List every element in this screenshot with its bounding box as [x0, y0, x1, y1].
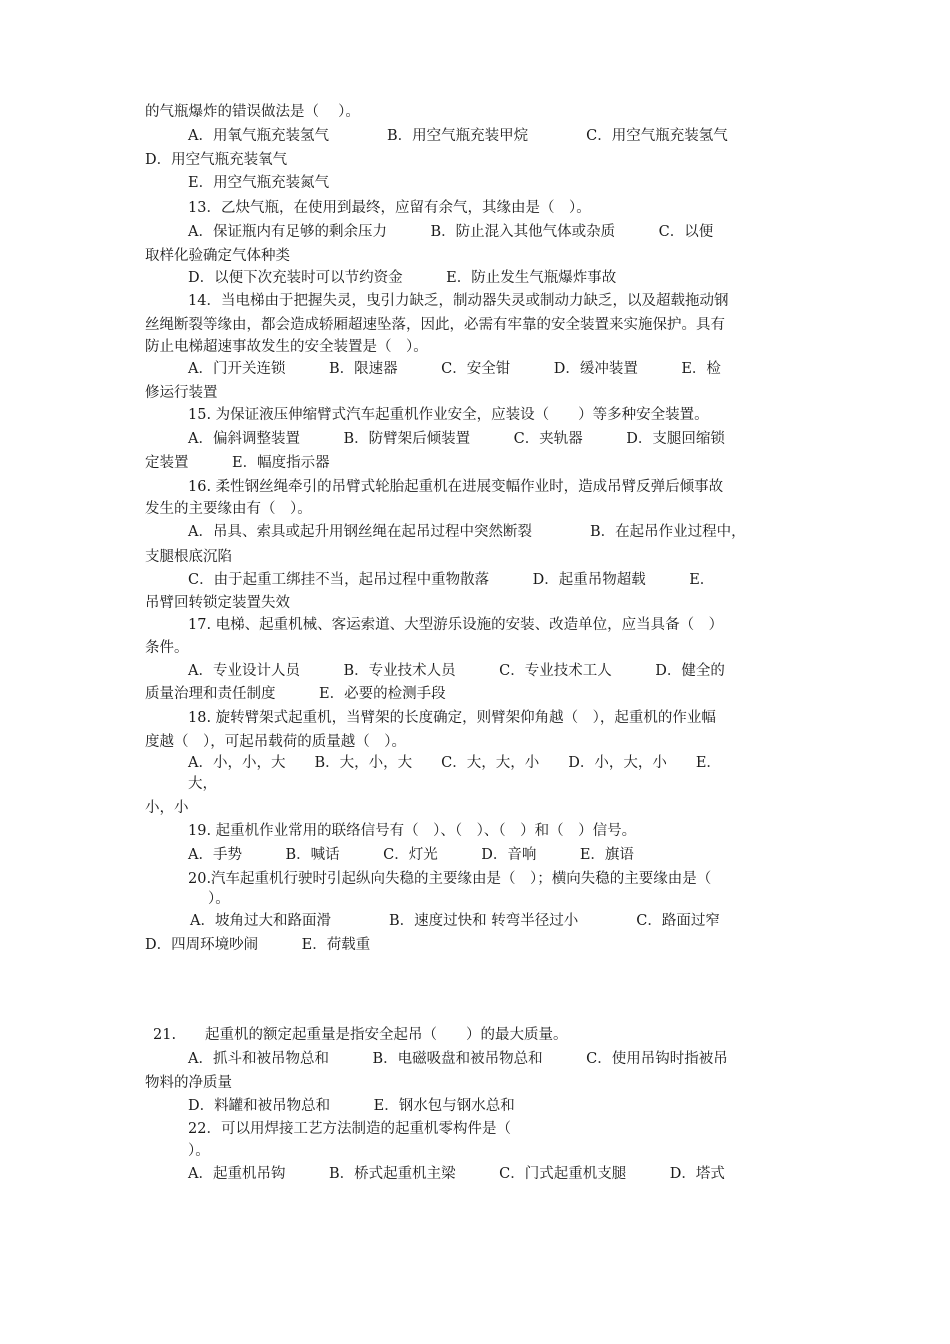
text-line: 的气瓶爆炸的错误做法是（ ）。: [145, 104, 360, 120]
text-line: 22．可以用焊接工艺方法制造的起重机零构件是（: [188, 1121, 511, 1137]
text-line: A．专业设计人员 B．专业技术人员 C．专业技术工人 D．健全的: [188, 663, 725, 679]
text-line: 14．当电梯由于把握失灵，曳引力缺乏，制动器失灵或制动力缺乏，以及超载拖动钢: [188, 293, 729, 309]
text-line: E．用空气瓶充装氮气: [188, 175, 330, 191]
text-line: D．用空气瓶充装氧气: [145, 152, 288, 168]
text-line: A．保证瓶内有足够的剩余压力 B．防止混入其他气体或杂质 C．以便: [188, 224, 714, 240]
text-line: 修运行装置: [145, 385, 218, 401]
text-line: 支腿根底沉陷: [145, 549, 232, 565]
text-line: A．门开关连锁 B．限速器 C．安全钳 D．缓冲装置 E．检: [188, 361, 721, 377]
text-line: 丝绳断裂等缘由，都会造成轿厢超速坠落，因此，必需有牢靠的安全装置来实施保护。具有: [145, 317, 725, 333]
text-line: ）。: [208, 891, 230, 907]
text-line: 19. 起重机作业常用的联络信号有（ ）、（ ）、（ ）和（ ）信号。: [188, 823, 637, 839]
text-line: 13．乙炔气瓶，在使用到最终，应留有余气，其缘由是（ ）。: [188, 200, 591, 216]
text-line: 吊臂回转锁定装置失效: [145, 595, 290, 611]
text-line: 17. 电梯、起重机械、客运索道、大型游乐设施的安装、改造单位，应当具备（ ）: [188, 617, 724, 633]
text-line: 取样化验确定气体种类: [145, 248, 290, 264]
text-line: D．以便下次充装时可以节约资金 E．防止发生气瓶爆炸事故: [188, 270, 617, 286]
text-line: A．用氧气瓶充装氢气 B．用空气瓶充装甲烷 C．用空气瓶充装氢气: [188, 128, 728, 144]
text-line: A．吊具、索具或起升用钢丝绳在起吊过程中突然断裂 B．在起吊作业过程中，: [188, 524, 746, 540]
text-line: 质量治理和责任制度 E．必要的检测手段: [145, 686, 446, 702]
text-line: 度越（ ），可起吊载荷的质量越（ ）。: [145, 734, 406, 750]
text-line: 小，小: [145, 800, 189, 816]
text-line: A．小，小，大 B．大，小，大 C．大，大，小 D．小，大，小 E．: [188, 755, 721, 771]
text-line: A．抓斗和被吊物总和 B．电磁吸盘和被吊物总和 C．使用吊钩时指被吊: [188, 1051, 728, 1067]
text-line: 16. 柔性钢丝绳牵引的吊臂式轮胎起重机在进展变幅作业时，造成吊臂反弹后倾事故: [188, 479, 724, 495]
text-line: A．偏斜调整装置 B．防臂架后倾装置 C．夹轨器 D．支腿回缩锁: [188, 431, 725, 447]
text-line: A．起重机吊钩 B．桥式起重机主梁 C．门式起重机支腿 D．塔式: [188, 1166, 725, 1182]
text-line: ）。: [188, 1143, 210, 1159]
text-line: 定装置 E．幅度指示器: [145, 455, 330, 471]
text-line: 大，: [188, 776, 217, 792]
text-line: D．四周环境吵闹 E．荷载重: [145, 937, 371, 953]
text-line: 发生的主要缘由有（ ）。: [145, 501, 312, 517]
text-line: 条件。: [145, 640, 189, 656]
text-line: 防止电梯超速事故发生的安全装置是（ ）。: [145, 339, 428, 355]
text-line: 15. 为保证液压伸缩臂式汽车起重机作业安全，应装设（ ）等多种安全装置。: [188, 407, 709, 423]
text-line: D．料罐和被吊物总和 E．钢水包与钢水总和: [188, 1098, 515, 1114]
text-line: A．手势 B．喊话 C．灯光 D．音响 E．旗语: [188, 847, 634, 863]
text-line: 20.汽车起重机行驶时引起纵向失稳的主要缘由是（ ）；横向失稳的主要缘由是（: [188, 871, 712, 887]
text-line: A．坡角过大和路面滑 B．速度过快和 转弯半径过小 C．路面过窄: [190, 913, 720, 929]
text-line: 21. 起重机的额定起重量是指安全起吊（ ）的最大质量。: [153, 1027, 568, 1043]
text-line: C．由于起重工绑挂不当，起吊过程中重物散落 D．起重吊物超载 E．: [188, 572, 715, 588]
text-line: 物料的净质量: [145, 1075, 232, 1091]
text-line: 18. 旋转臂架式起重机，当臂架的长度确定，则臂架仰角越（ ），起重机的作业幅: [188, 710, 716, 726]
